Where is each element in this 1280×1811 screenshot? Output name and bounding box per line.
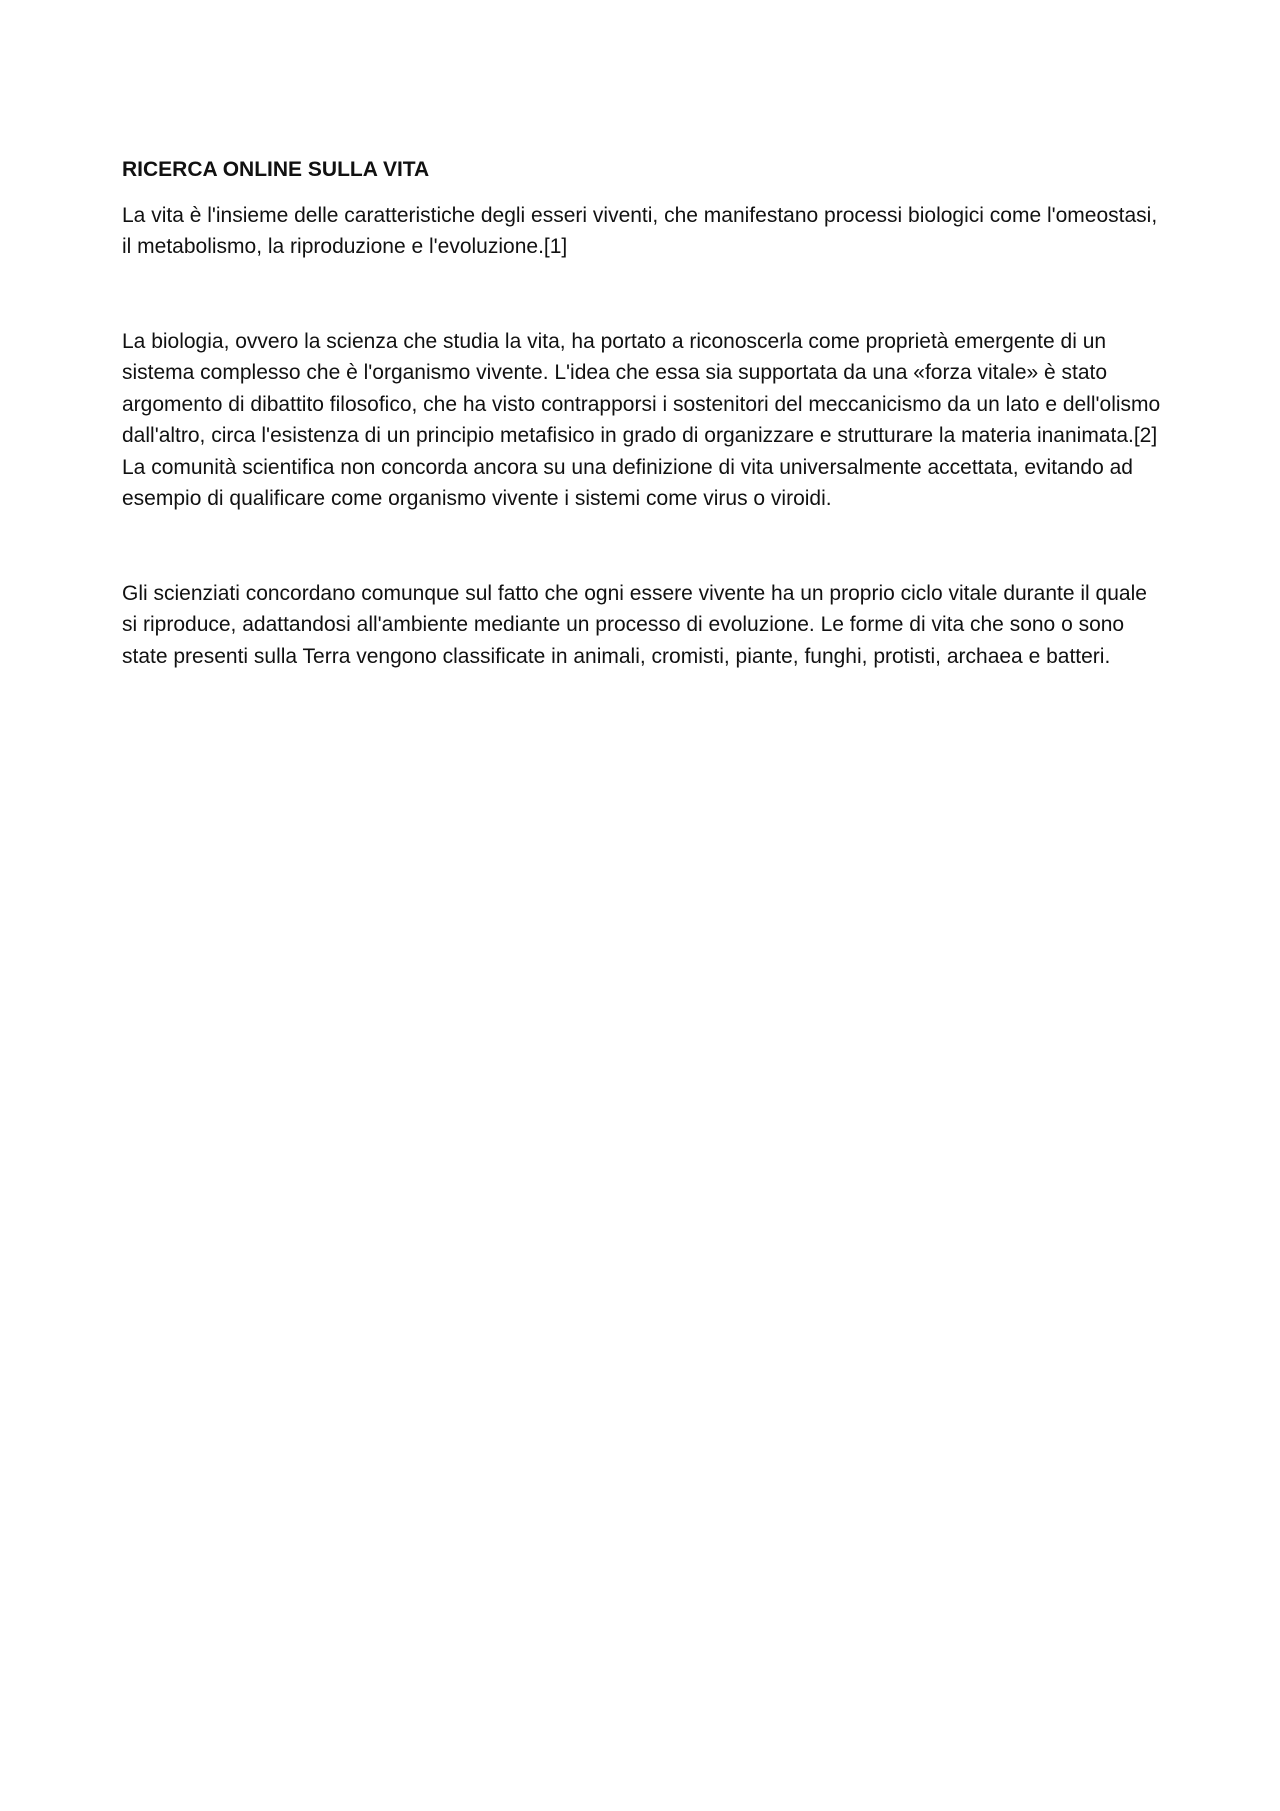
document-title: RICERCA ONLINE SULLA VITA <box>122 158 430 181</box>
paragraph-1: La vita è l'insieme delle caratteristiche degli esseri viventi, che manifestano processi biologici come l'omeostasi, il metabolismo, la riproduzione e l'evoluzione.[1] <box>122 203 1158 258</box>
paragraph-3: Gli scienziati concordano comunque sul fatto che ogni essere vivente ha un proprio ciclo vitale durante il quale si riproduce, adattandosi all'ambiente mediante un processo di evoluzione. Le forme di vita che sono o sono state presenti sulla Terra vengono classificate in animali, cromisti, piante, funghi, protisti, archaea e batteri. <box>122 581 1147 668</box>
paragraph-2: La biologia, ovvero la scienza che studia la vita, ha portato a riconoscerla come proprietà emergente di un sistema complesso che è l'organismo vivente. L'idea che essa sia supportata da una «forza vitale» è stato argomento di dibattito filosofico, che ha visto contrapporsi i sostenitori del meccanicismo da un lato e dell'olismo dall'altro, circa l'esistenza di un principio metafisico in grado di organizzare e strutturare la materia inanimata.[2] La comunità scientifica non concorda ancora su una definizione di vita universalmente accettata, evitando ad esempio di qualificare come organismo vivente i sistemi come virus o viroidi. <box>122 329 1161 510</box>
document-body <box>122 154 1162 672</box>
